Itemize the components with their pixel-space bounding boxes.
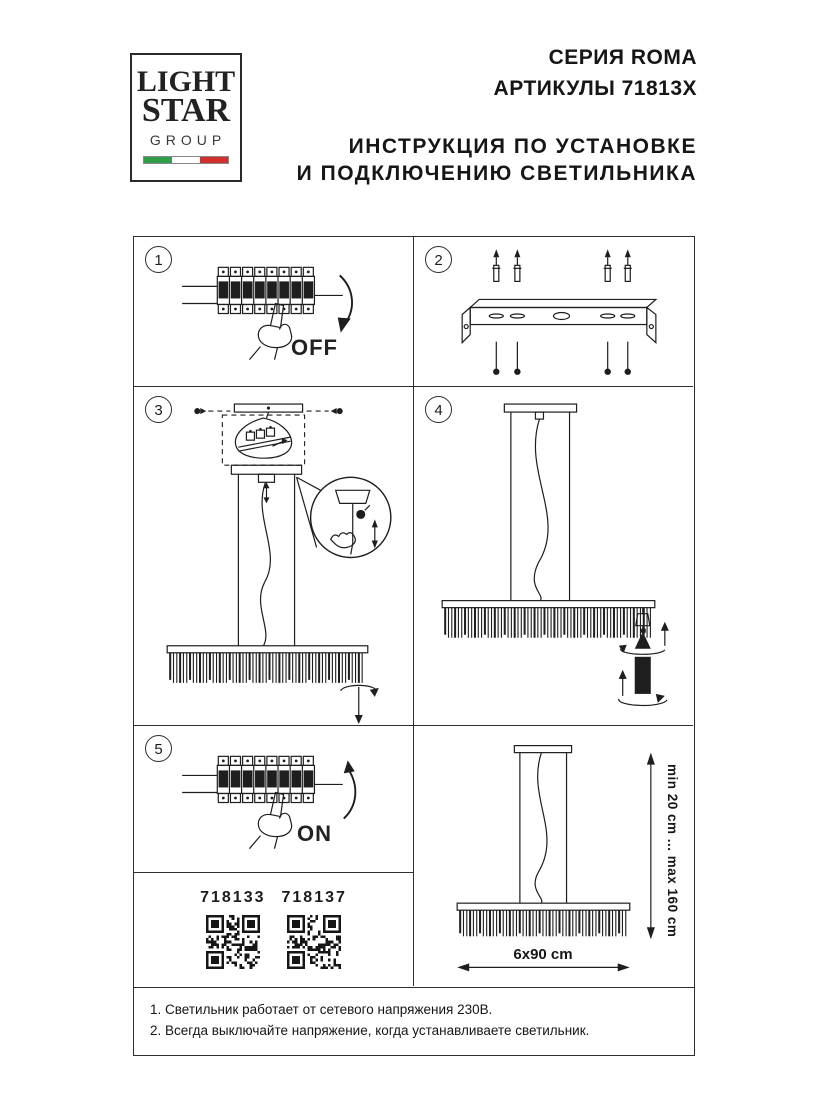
logo-word-group: GROUP xyxy=(149,132,227,148)
dimensions-panel xyxy=(414,726,693,986)
steps-grid xyxy=(133,236,695,988)
on-label: ON xyxy=(297,821,332,846)
qr-product-right xyxy=(282,889,347,974)
arrow-up-icon xyxy=(344,760,356,818)
step-3-illustration xyxy=(134,387,413,725)
qr-product-left xyxy=(200,889,265,974)
step-number-badge: 3 xyxy=(145,396,172,423)
off-label: OFF xyxy=(291,335,338,360)
pendant-lamp-drawing xyxy=(442,404,655,638)
step-number-badge: 1 xyxy=(145,246,172,273)
document-header xyxy=(297,46,697,187)
series-title: СЕРИЯ ROMA xyxy=(548,46,697,69)
step-5-panel xyxy=(134,726,414,873)
circuit-breaker-drawing xyxy=(182,756,343,802)
canopy-and-suspension xyxy=(231,465,301,646)
italian-flag-icon xyxy=(143,156,229,164)
arrow-down-icon xyxy=(338,275,352,332)
pendant-lamp-drawing xyxy=(457,746,630,937)
article-number: 718133 xyxy=(200,889,266,906)
qr-panel xyxy=(134,873,414,986)
step-3-panel xyxy=(134,387,414,726)
step-number-badge: 2 xyxy=(425,246,452,273)
step-number-badge: 5 xyxy=(145,735,172,762)
step-4-panel xyxy=(414,387,693,726)
circuit-breaker-drawing xyxy=(182,267,343,313)
step-number-badge: 4 xyxy=(425,396,452,423)
height-dimension-arrow xyxy=(647,753,655,940)
step-2-panel xyxy=(414,237,693,387)
instruction-title xyxy=(297,133,697,187)
step-1-panel xyxy=(134,237,414,387)
qr-code-icon xyxy=(287,915,341,969)
note-1: 1. Светильник работает от сетевого напряжения 230В. xyxy=(150,1001,493,1017)
step-4-illustration xyxy=(414,387,693,725)
width-label: 6x90 cm xyxy=(513,946,573,963)
shade-drawing xyxy=(167,646,368,683)
qr-row xyxy=(134,873,413,974)
lightstar-logo xyxy=(130,53,242,182)
magnifier-detail xyxy=(297,477,391,557)
step-5-illustration xyxy=(134,726,413,872)
notes-box xyxy=(133,987,695,1056)
pointing-hand-icon xyxy=(249,303,291,359)
instruction-title-line1: ИНСТРУКЦИЯ ПО УСТАНОВКЕ xyxy=(348,135,697,158)
ceiling-bracket-drawing xyxy=(194,404,342,465)
rotation-arrow-icon xyxy=(341,685,379,724)
qr-code-icon xyxy=(206,915,260,969)
mounting-bracket-drawing xyxy=(462,299,656,342)
step-2-illustration xyxy=(414,237,693,386)
step-1-illustration xyxy=(134,237,413,386)
logo-word-star: STAR xyxy=(141,92,231,129)
pointing-hand-icon xyxy=(249,792,291,848)
logo-word-light: LIGHT xyxy=(136,65,236,98)
article-number: 718137 xyxy=(281,889,347,906)
height-range-label: min 20 cm ... max 160 cm xyxy=(665,764,680,938)
instruction-title-line2: И ПОДКЛЮЧЕНИЮ СВЕТИЛЬНИКА xyxy=(296,162,697,185)
articles-title: АРТИКУЛЫ 71813X xyxy=(493,77,697,100)
note-2: 2. Всегда выключайте напряжение, когда устанавливаете светильник. xyxy=(150,1022,590,1038)
width-dimension-arrow xyxy=(457,963,630,971)
